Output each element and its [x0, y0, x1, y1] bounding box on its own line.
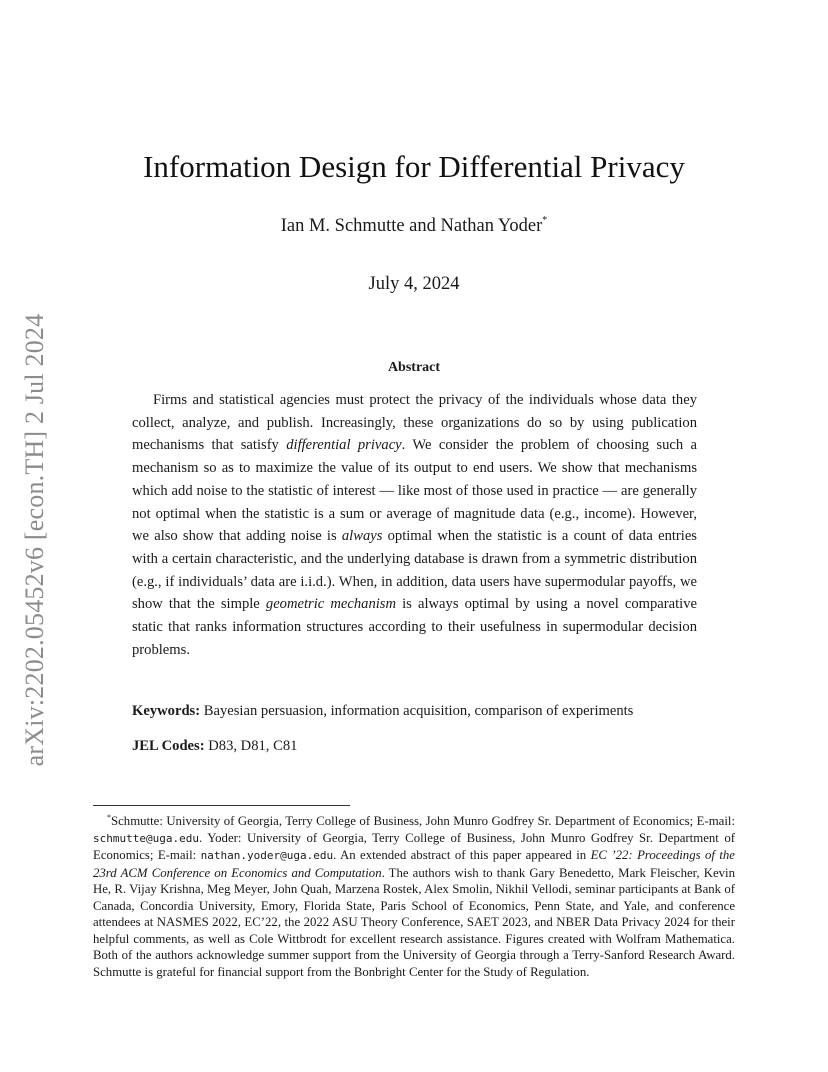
footnote-text-2: . Yoder: University of Georgia, Terry College of Business, John Munro Godfrey Sr. Department of Economics; E-mail:: [93, 830, 735, 862]
footnote-mark: *: [107, 813, 111, 822]
abstract-emphasis-3: geometric mechanism: [265, 596, 397, 613]
email-link-yoder[interactable]: nathan.yoder@uga.edu: [200, 849, 334, 862]
abstract-body: [132, 389, 697, 661]
arxiv-sidebar-stamp: arXiv:2202.05452v6 [econ.TH] 2 Jul 2024: [20, 313, 49, 767]
footnote-text-4: . The authors wish to thank Gary Benedetto, Mark Fleischer, Kevin He, R. Vijay Krishna, Meg Meyer, John Quah, Marzena Rostek, Alex Smolin, Nikhil Vellodi, seminar participants at Bank of Canada, Concordia University, Emory, Florida State, Paris School of Economics, Penn State, and Yale, and conference attendees at NASMES 2022, EC’22, the 2022 ASU Theory Conference, SAET 2023, and NBER Data Privacy 2024 for their helpful comments, as well as Cole Wittbrodt for excellent research assistance. Figures created with Wolfram Mathematica. Both of the authors acknowledge summer support from the University of Georgia through a Terry-Sanford Research Award. Schmutte is grateful for financial support from the Bonbright Center for the Study of Regulation.: [93, 865, 735, 979]
abstract-text-4: is always optimal by using a novel comparative static that ranks information structures according to their usefulness in supermodular decision problems.: [132, 596, 697, 658]
keywords-text: Bayesian persuasion, information acquisition, comparison of experiments: [200, 703, 634, 719]
footnote-text-1: Schmutte: University of Georgia, Terry College of Business, John Munro Godfrey Sr. Department of Economics; E-mail:: [111, 814, 735, 828]
author-line: [0, 215, 828, 237]
author-footnote: [93, 810, 735, 980]
keywords-label: Keywords:: [132, 703, 201, 719]
abstract-text-3: optimal when the statistic is a count of data entries with a certain characteristic, and the underlying database is drawn from a symmetric distribution (e.g., if individuals’ data are i.i.d.). When, in addition, data users have supermodular payoffs, we show that the simple: [132, 528, 697, 613]
jel-text: D83, D81, C81: [204, 738, 298, 754]
jel-label: JEL Codes:: [132, 738, 205, 754]
abstract-emphasis-2: always: [341, 528, 383, 545]
keywords-line: [132, 703, 697, 720]
paper-title: Information Design for Differential Privacy: [143, 149, 685, 184]
footnote-text-3: . An extended abstract of this paper appeared in: [333, 848, 591, 862]
author-names: Ian M. Schmutte and Nathan Yoder: [280, 216, 543, 236]
paper-date: July 4, 2024: [368, 274, 460, 294]
footnote-divider: [93, 805, 350, 806]
abstract-emphasis-1: differential privacy: [286, 437, 402, 454]
abstract-text-1: Firms and statistical agencies must protect the privacy of the individuals whose data they collect, analyze, and publish. Increasingly, these organizations do so by using publication mechanisms that satisfy: [132, 392, 697, 454]
jel-codes-line: [132, 738, 697, 755]
abstract-heading: Abstract: [387, 360, 441, 375]
email-link-schmutte[interactable]: schmutte@uga.edu: [93, 831, 199, 845]
abstract-text-2: . We consider the problem of choosing such a mechanism so as to maximize the value of its output to end users. We show that mechanisms which add noise to the statistic of interest — like most of those used in practice — are generally not optimal when the statistic is a sum or average of magnitude data (e.g., income). However, we also show that adding noise is: [132, 437, 697, 545]
author-footnote-mark[interactable]: *: [542, 215, 548, 226]
footnote-venue: EC ’22: Proceedings of the 23rd ACM Conference on Economics and Computation: [93, 848, 735, 880]
